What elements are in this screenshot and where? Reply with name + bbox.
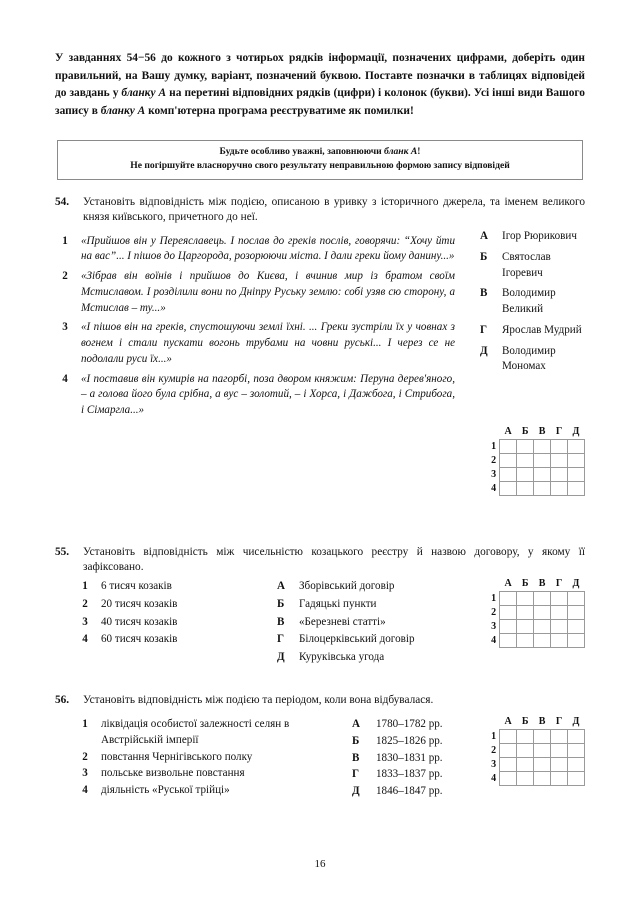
answer-cell-3Б[interactable] [517, 757, 534, 771]
option-text: 1780–1782 рр. [376, 718, 443, 730]
item-text: 40 тисяч козаків [101, 615, 178, 628]
item-number: 1 [82, 580, 88, 592]
grid-column-header: Д [572, 577, 580, 589]
answer-cell-2Г[interactable] [551, 743, 568, 757]
option-letter: Г [480, 323, 488, 336]
item-number: 2 [82, 597, 88, 610]
list-item [55, 269, 455, 316]
item-text: польське визвольне повстання [101, 767, 245, 780]
grid-column-header: В [538, 425, 546, 437]
answer-cell-2В[interactable] [534, 453, 551, 467]
instructions-paragraph: У завданнях 54−56 до кожного з чотирьох рядків інформації, позначених цифрами, доберіть один правильний, на Вашу думку, варіант, позначений буквою. Поставте позначки в таблицях відповідей до завдань у бланку А на перетині відповідних рядків (цифри) і колонок (букви). Усі інші види Вашого запису в бланку А комп'ютерна програма реєструватиме як помилки! [55, 52, 585, 118]
grid-column-header: В [538, 577, 546, 589]
table-row [483, 743, 585, 757]
answer-cell-3В[interactable] [534, 619, 551, 633]
option-row [352, 751, 492, 767]
answer-cell-1Д[interactable] [567, 729, 584, 743]
answer-cell-4Г[interactable] [551, 771, 568, 785]
answer-cell-2Б[interactable] [517, 743, 534, 757]
list-item [55, 372, 455, 419]
answer-cell-4Г[interactable] [551, 633, 568, 647]
answer-cell-4Д[interactable] [567, 771, 584, 785]
grid-row-header: 2 [491, 744, 497, 756]
option-row [480, 229, 590, 245]
option-text: Володимир Великий [502, 287, 556, 315]
answer-cell-4А[interactable] [500, 771, 517, 785]
option-letter: В [352, 751, 360, 764]
item-number: 1 [62, 234, 68, 247]
answer-cell-4Г[interactable] [551, 481, 568, 495]
question-55-header [55, 545, 585, 576]
answer-cell-3А[interactable] [500, 757, 517, 771]
answer-cell-1Г[interactable] [551, 729, 568, 743]
answer-cell-4Б[interactable] [517, 771, 534, 785]
table-row [483, 439, 585, 453]
answer-cell-2Г[interactable] [551, 605, 568, 619]
question-54-options [480, 229, 590, 380]
answer-cell-4Д[interactable] [567, 633, 584, 647]
item-number: 3 [82, 615, 88, 628]
grid-corner [483, 715, 500, 729]
answer-cell-4Б[interactable] [517, 481, 534, 495]
answer-cell-1А[interactable] [500, 439, 517, 453]
item-number: 4 [82, 784, 88, 796]
option-row [352, 734, 492, 750]
answer-cell-2Д[interactable] [567, 743, 584, 757]
grid-row-header: 3 [491, 620, 497, 632]
option-letter: Д [480, 344, 488, 357]
question-55-number: 55. [55, 546, 70, 558]
option-text: 1830–1831 рр. [376, 751, 443, 764]
list-item [75, 615, 265, 631]
item-text: повстання Чернігівського полку [101, 750, 253, 763]
list-item [75, 783, 350, 799]
question-56-items [75, 717, 350, 800]
option-row [480, 286, 590, 318]
answer-cell-3Г[interactable] [551, 619, 568, 633]
list-item [55, 234, 455, 266]
question-54-prompt: Установіть відповідність між подією, описаною в уривку з історичного джерела, та іменем великого князя київського, причетного до неї. [83, 196, 585, 224]
option-row [277, 650, 477, 666]
list-item [55, 320, 455, 367]
table-row [483, 633, 585, 647]
option-row [352, 717, 492, 733]
question-56-options [352, 717, 492, 801]
answer-cell-3А[interactable] [500, 467, 517, 481]
table-row [483, 757, 585, 771]
answer-cell-4В[interactable] [534, 481, 551, 495]
item-number: 3 [82, 767, 88, 780]
option-text: Куруківська угода [299, 651, 385, 663]
question-55-options [277, 579, 477, 668]
grid-column-header: Б [521, 425, 529, 437]
grid-row-header: 4 [491, 482, 497, 494]
item-text: «Прийшов він у Переяславець. І послав до греків послів, говорячи: “Хочу йти на вас”... І пішов до Царгорода, розорюючи міста. І дали греки йому данину...» [81, 234, 455, 263]
option-row [480, 323, 590, 339]
grid-row-header: 1 [491, 440, 497, 452]
grid-row-header: 4 [491, 634, 497, 646]
option-row [352, 767, 492, 783]
grid-column-header: А [504, 577, 512, 589]
option-row [277, 579, 477, 595]
grid-column-header: В [538, 715, 546, 727]
grid-column-header: Г [555, 715, 563, 727]
table-row [483, 591, 585, 605]
option-text: 1833–1837 рр. [376, 768, 443, 781]
answer-cell-1А[interactable] [500, 591, 517, 605]
grid-column-header: Д [572, 715, 580, 727]
grid-row-header: 1 [491, 730, 497, 742]
answer-cell-2Д[interactable] [567, 605, 584, 619]
answer-cell-1Г[interactable] [551, 439, 568, 453]
table-row [483, 453, 585, 467]
grid-column-header: Г [555, 577, 563, 589]
answer-cell-4В[interactable] [534, 633, 551, 647]
option-row [352, 784, 492, 800]
answer-cell-3Б[interactable] [517, 619, 534, 633]
table-row [483, 729, 585, 743]
answer-cell-1В[interactable] [534, 729, 551, 743]
warning-line-2: Не погіршуйте власноручно свого результату неправильною формою запису відповідей [130, 160, 510, 172]
table-row [483, 605, 585, 619]
answer-cell-2В[interactable] [534, 605, 551, 619]
grid-column-header: Д [572, 425, 580, 437]
table-row [483, 771, 585, 785]
question-56 [55, 693, 585, 797]
item-number: 2 [62, 270, 68, 282]
option-row [277, 632, 477, 648]
answer-table[interactable] [483, 577, 585, 648]
item-text: 60 тисяч козаків [101, 633, 178, 646]
answer-cell-3Д[interactable] [567, 757, 584, 771]
option-row [480, 344, 590, 376]
answer-table[interactable] [483, 425, 585, 496]
option-text: «Березневі статті» [299, 615, 386, 628]
option-letter: В [277, 615, 285, 628]
item-text: «І пішов він на греків, спустошуючи землі їхні. ... Греки зустріли їх у човнах з вогнем і стали пускати вогонь трубами на човни руські... І через се не подолали руси їх...» [81, 321, 455, 365]
question-55-items [75, 579, 265, 650]
answer-cell-3В[interactable] [534, 757, 551, 771]
grid-column-header: А [504, 425, 512, 437]
table-row [483, 481, 585, 495]
item-text: діяльність «Руської трійці» [101, 784, 230, 796]
list-item [75, 632, 265, 648]
option-row [277, 597, 477, 613]
item-number: 1 [82, 718, 88, 730]
answer-cell-3Г[interactable] [551, 757, 568, 771]
answer-cell-4Д[interactable] [567, 481, 584, 495]
answer-cell-2Б[interactable] [517, 453, 534, 467]
answer-table[interactable] [483, 715, 585, 786]
answer-cell-3А[interactable] [500, 619, 517, 633]
grid-row-header: 3 [491, 758, 497, 770]
answer-cell-2А[interactable] [500, 453, 517, 467]
grid-row-header: 2 [491, 606, 497, 618]
question-54-number: 54. [55, 196, 70, 208]
table-row [483, 467, 585, 481]
answer-cell-2А[interactable] [500, 743, 517, 757]
option-letter: В [480, 287, 488, 300]
grid-column-header: Б [521, 715, 529, 727]
option-text: Володимир Мономах [502, 344, 556, 373]
list-item [75, 597, 265, 613]
question-56-prompt: Установіть відповідність між подією та періодом, коли вона відбувалася. [83, 694, 434, 706]
page-number: 16 [314, 858, 326, 870]
table-row [483, 619, 585, 633]
answer-cell-1А[interactable] [500, 729, 517, 743]
question-55 [55, 545, 585, 663]
grid-row-header: 1 [491, 592, 497, 604]
answer-cell-1В[interactable] [534, 591, 551, 605]
answer-cell-1Б[interactable] [517, 591, 534, 605]
question-56-header [55, 693, 585, 708]
answer-grid-54[interactable] [483, 425, 585, 496]
option-letter: Б [480, 250, 488, 263]
answer-cell-2А[interactable] [500, 605, 517, 619]
option-letter: Б [277, 597, 285, 610]
answer-grid-55[interactable] [483, 577, 585, 648]
item-number: 2 [82, 750, 88, 763]
answer-cell-1Д[interactable] [567, 591, 584, 605]
item-number: 4 [62, 372, 68, 385]
item-text: 6 тисяч козаків [101, 580, 172, 592]
grid-corner [483, 577, 500, 591]
question-55-prompt: Установіть відповідність між чисельністю козацького реєстру й назвою договору, у якому її зафіксовано. [83, 546, 585, 574]
answer-cell-2Г[interactable] [551, 453, 568, 467]
item-text: «І поставив він кумирів на пагорбі, поза двором княжим: Перуна дерев'яного, – а голова його була срібна, а вус – золотий, – і Хорса, і Дажбога, і Стрибога, і Сімаргла...» [81, 372, 455, 416]
option-letter: Б [352, 734, 360, 747]
option-letter: А [480, 230, 489, 242]
answer-cell-3Д[interactable] [567, 467, 584, 481]
answer-cell-2Д[interactable] [567, 453, 584, 467]
answer-cell-1Г[interactable] [551, 591, 568, 605]
grid-column-header: А [504, 715, 512, 727]
answer-cell-4В[interactable] [534, 771, 551, 785]
item-text: 20 тисяч козаків [101, 597, 178, 610]
answer-cell-3В[interactable] [534, 467, 551, 481]
option-text: Святослав Ігоревич [502, 250, 551, 279]
question-56-number: 56. [55, 694, 70, 706]
option-letter: А [277, 580, 286, 592]
option-text: Білоцерківський договір [299, 633, 415, 646]
option-text: Ігор Рюрикович [502, 230, 577, 242]
option-letter: Д [277, 651, 285, 663]
answer-grid-56[interactable] [483, 715, 585, 786]
question-54 [55, 195, 585, 494]
item-text: «Зібрав він воїнів і прийшов до Києва, і вчинив мир із братом своїм Мстиславом. І розділили вони по Дніпру Руську землю: собі узяв сю сторону, а Мстислав – ту...» [81, 270, 455, 314]
grid-row-header: 3 [491, 468, 497, 480]
answer-cell-2Б[interactable] [517, 605, 534, 619]
option-row [277, 615, 477, 631]
question-54-header [55, 195, 585, 226]
item-number: 3 [62, 321, 68, 334]
grid-corner [483, 425, 500, 439]
grid-row-header: 2 [491, 454, 497, 466]
answer-cell-1В[interactable] [534, 439, 551, 453]
list-item [75, 579, 265, 595]
grid-row-header: 4 [491, 772, 497, 784]
answer-cell-4А[interactable] [500, 633, 517, 647]
list-item [75, 717, 350, 749]
answer-cell-2В[interactable] [534, 743, 551, 757]
option-letter: Г [352, 768, 360, 781]
grid-column-header: Б [521, 577, 529, 589]
answer-cell-1Б[interactable] [517, 729, 534, 743]
item-text: ліквідація особистої залежності селян в Австрійській імперії [101, 718, 290, 746]
option-text: Гадяцькі пункти [299, 597, 377, 610]
answer-cell-1Д[interactable] [567, 439, 584, 453]
answer-cell-3Д[interactable] [567, 619, 584, 633]
warning-box [57, 140, 583, 180]
grid-column-header: Г [555, 425, 563, 437]
warning-line-1: Будьте особливо уважні, заповнюючи бланк А! [219, 146, 421, 157]
question-54-items [55, 234, 455, 419]
option-letter: Г [277, 633, 285, 646]
list-item [75, 750, 350, 766]
option-letter: Д [352, 785, 360, 797]
item-number: 4 [82, 633, 88, 646]
answer-cell-3Б[interactable] [517, 467, 534, 481]
option-row [480, 250, 590, 282]
option-text: Ярослав Мудрий [502, 323, 582, 336]
answer-cell-1Б[interactable] [517, 439, 534, 453]
option-text: Зборівський договір [299, 580, 395, 592]
answer-cell-4А[interactable] [500, 481, 517, 495]
option-letter: А [352, 718, 361, 730]
answer-cell-4Б[interactable] [517, 633, 534, 647]
option-text: 1825–1826 рр. [376, 734, 443, 747]
list-item [75, 766, 350, 782]
answer-cell-3Г[interactable] [551, 467, 568, 481]
option-text: 1846–1847 рр. [376, 785, 443, 797]
